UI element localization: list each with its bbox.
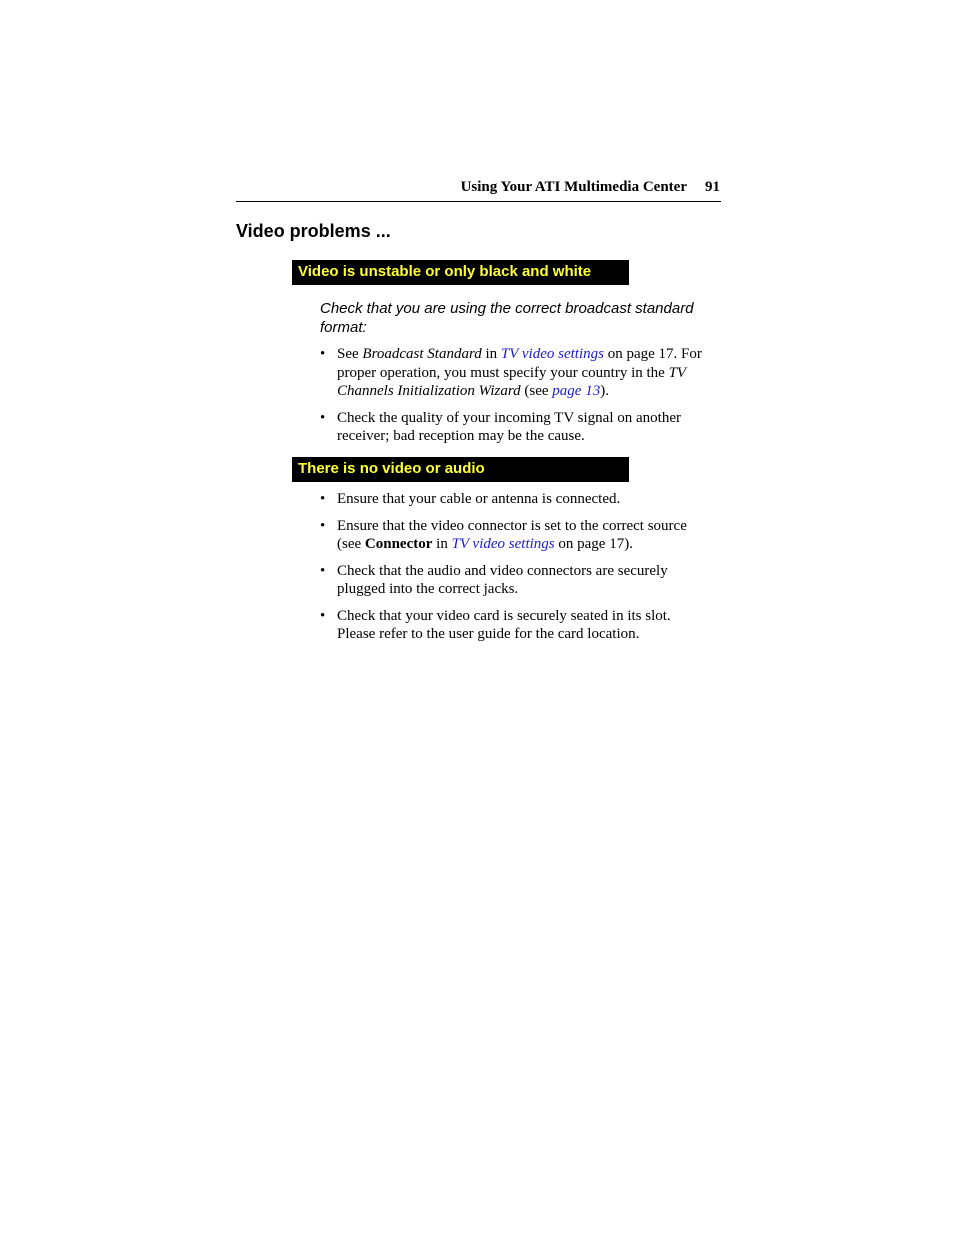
text: Ensure that the video connector is set to the correct source (see: [337, 517, 687, 552]
list-item: [320, 562, 710, 599]
running-header: [236, 177, 720, 197]
text: on page 17).: [554, 536, 633, 552]
running-header-title: Using Your ATI Multimedia Center: [460, 179, 687, 195]
text: in: [432, 536, 452, 552]
bullet-glyph: •: [320, 346, 326, 362]
intro-text: Check that you are using the correct broadcast standard format:: [320, 300, 694, 336]
bullet-list-no-video-audio: [320, 490, 710, 652]
list-item: [320, 409, 710, 446]
bullet-glyph: •: [320, 409, 326, 426]
text: ).: [600, 383, 609, 399]
text: Ensure that your cable or antenna is connected.: [337, 491, 621, 507]
bullet-glyph: •: [320, 607, 326, 624]
term-wizard: TV Channels Initialization Wizard: [337, 364, 686, 399]
section-title: Video problems ...: [236, 221, 391, 241]
bullet-glyph: •: [320, 517, 326, 534]
link-tv-video-settings[interactable]: TV video settings: [500, 346, 604, 362]
link-tv-video-settings[interactable]: TV video settings: [451, 536, 555, 552]
list-item: [320, 490, 710, 509]
page-number: 91: [705, 179, 720, 195]
bullet-list-unstable-video: [320, 345, 710, 454]
bullet-glyph: •: [320, 562, 326, 579]
header-rule: [236, 201, 721, 202]
list-item: [320, 607, 710, 644]
text: on page 17. For proper operation, you must specify your country in the: [337, 346, 702, 381]
term-broadcast-standard: Broadcast Standard: [362, 346, 482, 362]
text: Check the quality of your incoming TV signal on another receiver; bad reception may be the cause.: [337, 409, 681, 444]
text: in: [481, 346, 501, 362]
text: Check that your video card is securely seated in its slot. Please refer to the user guide for the card location.: [337, 607, 671, 642]
problem-heading-no-video-audio: There is no video or audio: [292, 457, 629, 482]
text: (see: [520, 383, 553, 399]
term-connector: Connector: [364, 536, 433, 552]
list-item: [320, 517, 710, 554]
text: Check that the audio and video connectors are securely plugged into the correct jacks.: [337, 562, 668, 597]
bullet-glyph: •: [320, 491, 326, 507]
link-page-13[interactable]: page 13: [552, 383, 601, 399]
list-item: [320, 345, 710, 401]
problem-heading-unstable-video: Video is unstable or only black and white: [292, 260, 629, 285]
text: See: [337, 346, 363, 362]
